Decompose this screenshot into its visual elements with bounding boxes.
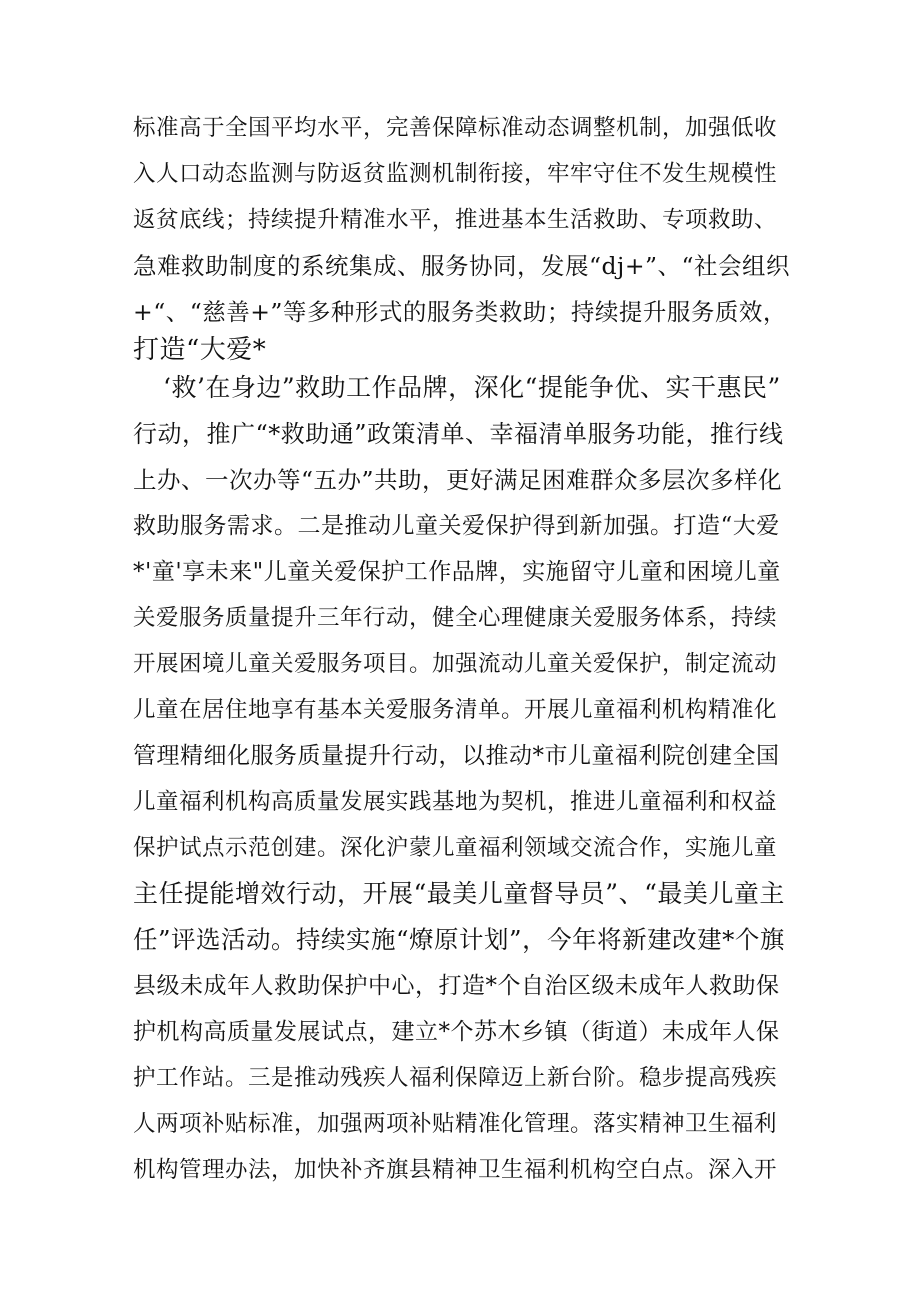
text-line: 保护试点示范创建。深化沪蒙儿童福利领域交流合作，实施儿童 [133, 835, 778, 861]
text-line: 机构管理办法，加快补齐旗县精神卫生福利机构空白点。深入开 [133, 1157, 778, 1183]
text-line: 标准高于全国平均水平，完善保障标准动态调整机制，加强低收 [133, 115, 778, 141]
text-line: 开展困境儿童关爱服务项目。加强流动儿童关爱保护，制定流动 [133, 651, 778, 677]
text-line: 入人口动态监测与防返贫监测机制衔接，牢牢守住不发生规模性 [133, 161, 778, 187]
text-line: *'童'享未来"儿童关爱保护工作品牌，实施留守儿童和困境儿童 [133, 559, 781, 585]
text-line: 救助服务需求。二是推动儿童关爱保护得到新加强。打造“大爱 [133, 513, 780, 539]
text-line: +“、“慈善+”等多种形式的服务类救助；持续提升服务质效， [133, 298, 787, 326]
text-line: 关爱服务质量提升三年行动，健全心理健康关爱服务体系，持续 [133, 605, 778, 631]
text-line: 行动，推广“*救助通”政策清单、幸福清单服务功能，推行线 [133, 420, 784, 448]
text-line: 急难救助制度的系统集成、服务协同，发展“dj+”、“社会组织 [133, 252, 791, 280]
text-line: 主任提能增效行动，开展“最美儿童督导员”、“最美儿童主 [133, 879, 785, 908]
text-line: 管理精细化服务质量提升行动，以推动*市儿童福利院创建全国 [133, 743, 780, 769]
text-line: 返贫底线；持续提升精准水平，推进基本生活救助、专项救助、 [133, 207, 778, 233]
text-line: 儿童在居住地享有基本关爱服务清单。开展儿童福利机构精准化 [133, 697, 778, 723]
text-line: 护工作站。三是推动残疾人福利保障迈上新台阶。稳步提高残疾 [133, 1065, 778, 1091]
text-line: 儿童福利机构高质量发展实践基地为契机，推进儿童福利和权益 [133, 789, 778, 815]
text-line: 护机构高质量发展试点，建立*个苏木乡镇（街道）未成年人保 [133, 1019, 780, 1045]
text-line: 任”评选活动。持续实施“燎原计划”，今年将新建改建*个旗 [133, 925, 785, 954]
text-line: ‘救’在身边”救助工作品牌，深化“提能争优、实干惠民” [163, 373, 781, 402]
text-line: 打造“大爱* [133, 335, 267, 365]
text-line: 县级未成年人救助保护中心，打造*个自治区级未成年人救助保 [133, 973, 780, 999]
text-line: 人两项补贴标准，加强两项补贴精准化管理。落实精神卫生福利 [133, 1111, 778, 1137]
text-line: 上办、一次办等“五办”共助，更好满足困难群众多层次多样化 [133, 466, 783, 494]
